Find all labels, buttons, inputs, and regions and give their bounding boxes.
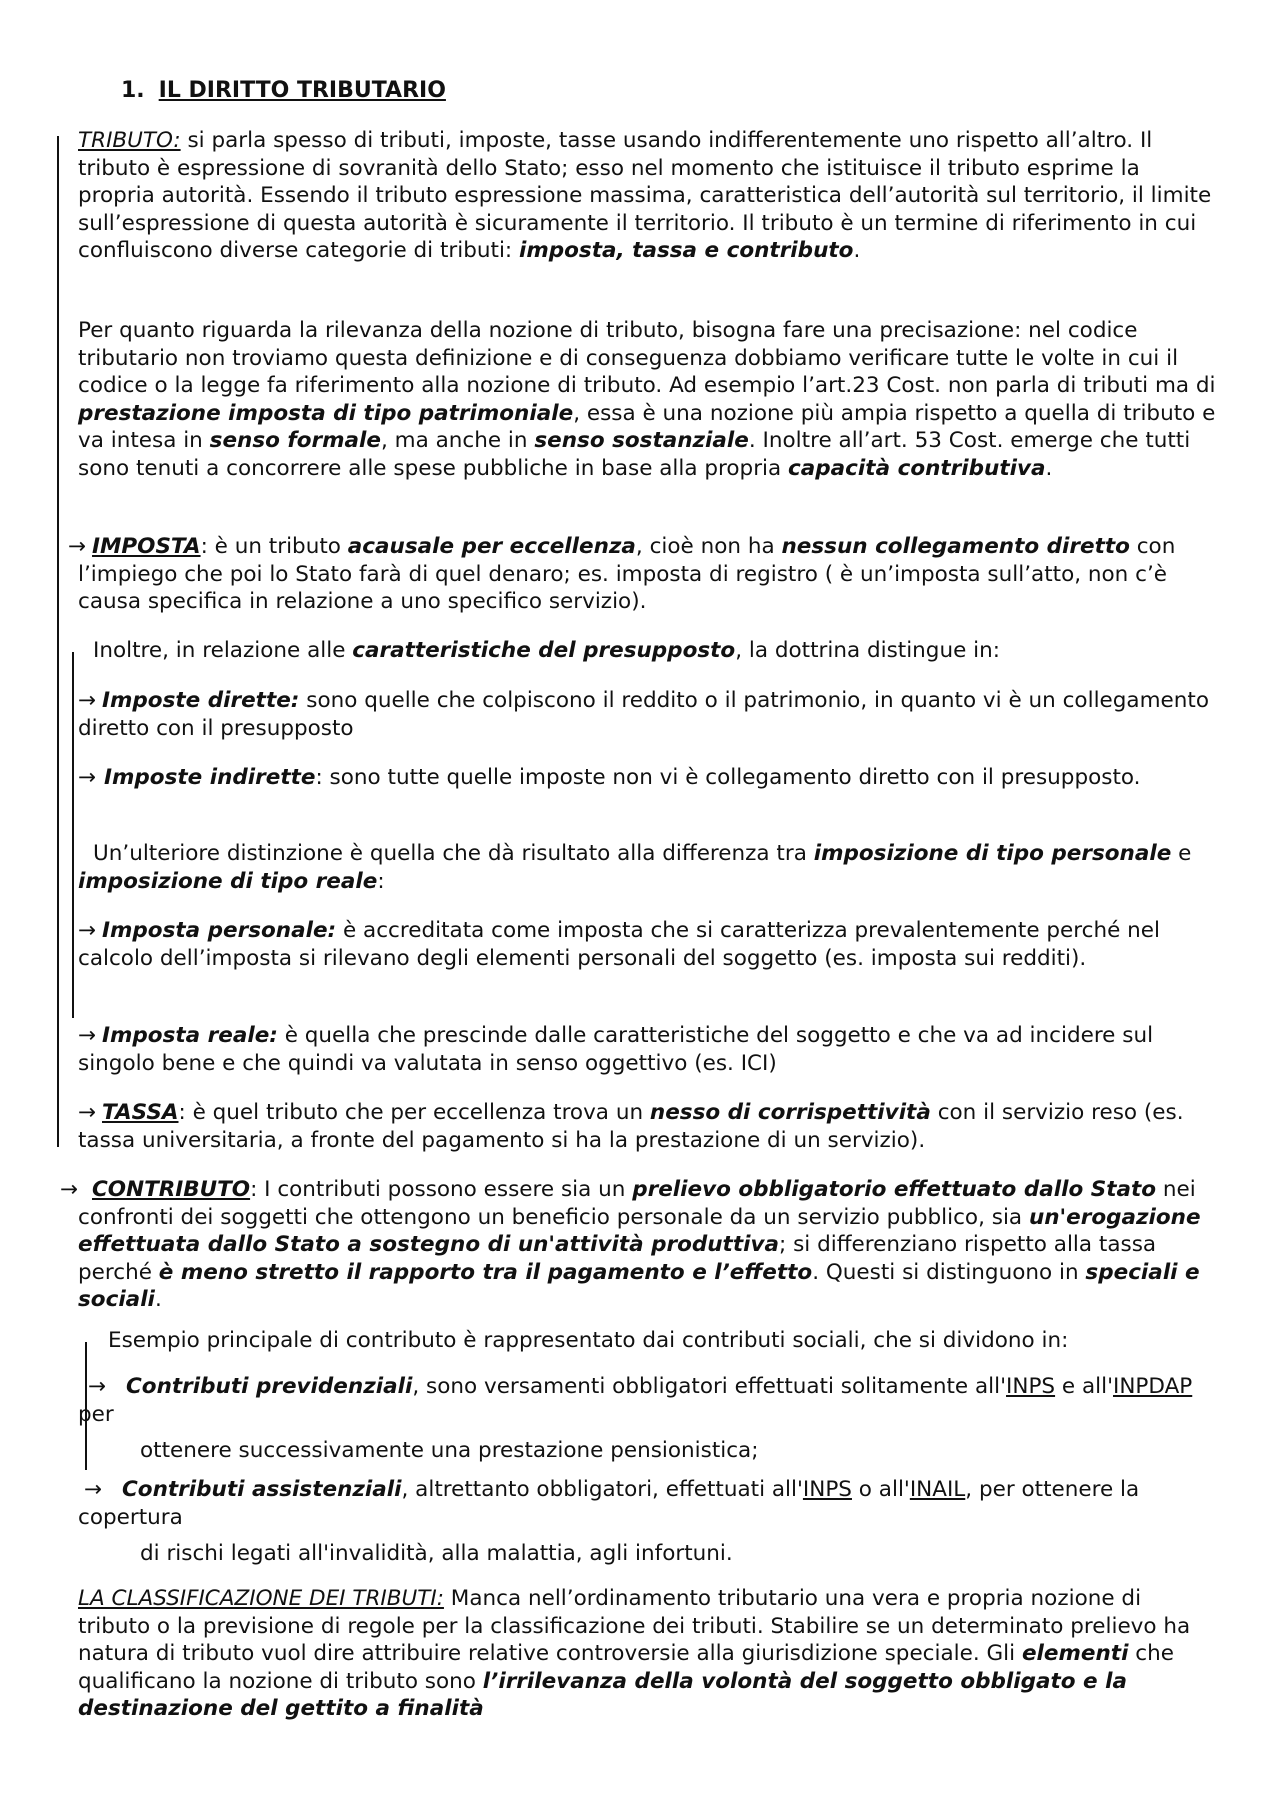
paragraph-presupposto: Inoltre, in relazione alle caratteristiche del presupposto, la dottrina distingue in: xyxy=(93,638,1000,663)
right-arrow-icon: → xyxy=(78,918,97,943)
item-imposte-dirette: → Imposte dirette: sono quelle che colpiscono il reddito o il patrimonio, in quanto vi è un collegamento diretto con il presupposto xyxy=(78,688,1209,741)
right-arrow-icon: → xyxy=(78,688,97,713)
heading-number: 1. xyxy=(121,78,145,103)
paragraph-classificazione: LA CLASSIFICAZIONE DEI TRIBUTI: Manca nell’ordinamento tributario una vera e propria nozione di tributo o la previsione di regole per la classificazione dei tributi. Stabilire se un determinato prelievo ha natura di tributo vuol dire attribuire relative controversie alla giurisdizione speciale. Gli elementi che qualificano la nozione di tributo sono l’irrilevanza della volontà del soggetto obbligato e la destinazione del gettito a finalità xyxy=(78,1586,1191,1722)
page-title xyxy=(121,78,446,103)
label-classificazione: LA CLASSIFICAZIONE DEI TRIBUTI: xyxy=(78,1586,444,1611)
paragraph-tributo: TRIBUTO: si parla spesso di tributi, imposte, tasse usando indifferentemente uno rispetto all’altro. Il tributo è espressione di sovranità dello Stato; esso nel momento che istituisce il tributo esprime la propria autorità. Essendo il tributo espressione massima, caratteristica dell’autorità sul territorio, il limite sull’espressione di questa autorità è sicuramente il territorio. Il tributo è un termine di riferimento in cui confluiscono diverse categorie di tributi: imposta, tassa e contributo. xyxy=(78,128,1212,264)
label-tributo: TRIBUTO: xyxy=(78,128,181,153)
right-arrow-icon: → xyxy=(78,1023,97,1048)
label-contributo: CONTRIBUTO xyxy=(92,1177,251,1202)
label-imposta: IMPOSTA xyxy=(92,534,201,559)
right-arrow-icon: → xyxy=(78,765,97,790)
paragraph-tassa: → TASSA: è quel tributo che per eccellenza trova un nesso di corrispettività con il servizio reso (es. tassa universitaria, a fronte del pagamento si ha la prestazione di un servizio). xyxy=(78,1100,1184,1153)
paragraph-esempio: Esempio principale di contributo è rappresentato dai contributi sociali, che si dividono in: xyxy=(108,1328,1069,1353)
item-contributi-assistenziali: → Contributi assistenziali, altrettanto obbligatori, effettuati all'INPS o all'INAIL, per ottenere la copertura xyxy=(78,1477,1140,1530)
item-imposte-indirette: → Imposte indirette: sono tutte quelle imposte non vi è collegamento diretto con il presupposto. xyxy=(78,765,1141,790)
item-imposta-personale: → Imposta personale: è accreditata come imposta che si caratterizza prevalentemente perché nel calcolo dell’imposta si rilevano degli elementi personali del soggetto (es. imposta sui redditi). xyxy=(78,918,1160,971)
paragraph-rilevanza: Per quanto riguarda la rilevanza della nozione di tributo, bisogna fare una precisazione: nel codice tributario non troviamo questa definizione e di conseguenza dobbiamo verificare tutte le volte in cui il codice o la legge fa riferimento alla nozione di tributo. Ad esempio l’art.23 Cost. non parla di tributi ma di prestazione imposta di tipo patrimoniale, essa è una nozione più ampia rispetto a quella di tributo e va intesa in senso formale, ma anche in senso sostanziale. Inoltre all’art. 53 Cost. emerge che tutti sono tenuti a concorrere alle spese pubbliche in base alla propria capacità contributiva. xyxy=(78,318,1216,481)
item-contributi-previdenziali-cont: ottenere successivamente una prestazione pensionistica; xyxy=(140,1438,759,1463)
paragraph-distinzione: Un’ulteriore distinzione è quella che dà risultato alla differenza tra imposizione di tipo personale e imposizione di tipo reale: xyxy=(78,841,1192,894)
item-contributi-previdenziali: → Contributi previdenziali, sono versamenti obbligatori effettuati solitamente all'INPS e all'INPDAP per xyxy=(78,1374,1193,1427)
right-arrow-icon: → xyxy=(84,1477,103,1502)
right-arrow-icon: → xyxy=(78,1100,97,1125)
item-imposta-reale: → Imposta reale: è quella che prescinde dalle caratteristiche del soggetto e che va ad incidere sul singolo bene e che quindi va valutata in senso oggettivo (es. ICI) xyxy=(78,1023,1154,1076)
right-arrow-icon: → xyxy=(88,1374,107,1399)
item-contributi-assistenziali-cont: di rischi legati all'invalidità, alla malattia, agli infortuni. xyxy=(140,1541,733,1566)
paragraph-contributo: → CONTRIBUTO: I contributi possono essere sia un prelievo obbligatorio effettuato dallo Stato nei confronti dei soggetti che ottengono un beneficio personale da un servizio pubblico, sia un'erogazione effettuata dallo Stato a sostegno di un'attività produttiva; si differenziano rispetto alla tassa perché è meno stretto il rapporto tra il pagamento e l’effetto. Questi si distinguono in speciali e sociali. xyxy=(60,1177,1201,1313)
right-arrow-icon: → xyxy=(60,1177,79,1202)
label-tassa: TASSA xyxy=(102,1100,179,1125)
heading-text: IL DIRITTO TRIBUTARIO xyxy=(158,78,446,103)
paragraph-imposta: → IMPOSTA: è un tributo acausale per eccellenza, cioè non ha nessun collegamento diretto con l’impiego che poi lo Stato farà di quel denaro; es. imposta di registro ( è un’imposta sull’atto, non c’è causa specifica in relazione a uno specifico servizio). xyxy=(68,534,1176,615)
right-arrow-icon: → xyxy=(68,534,87,559)
